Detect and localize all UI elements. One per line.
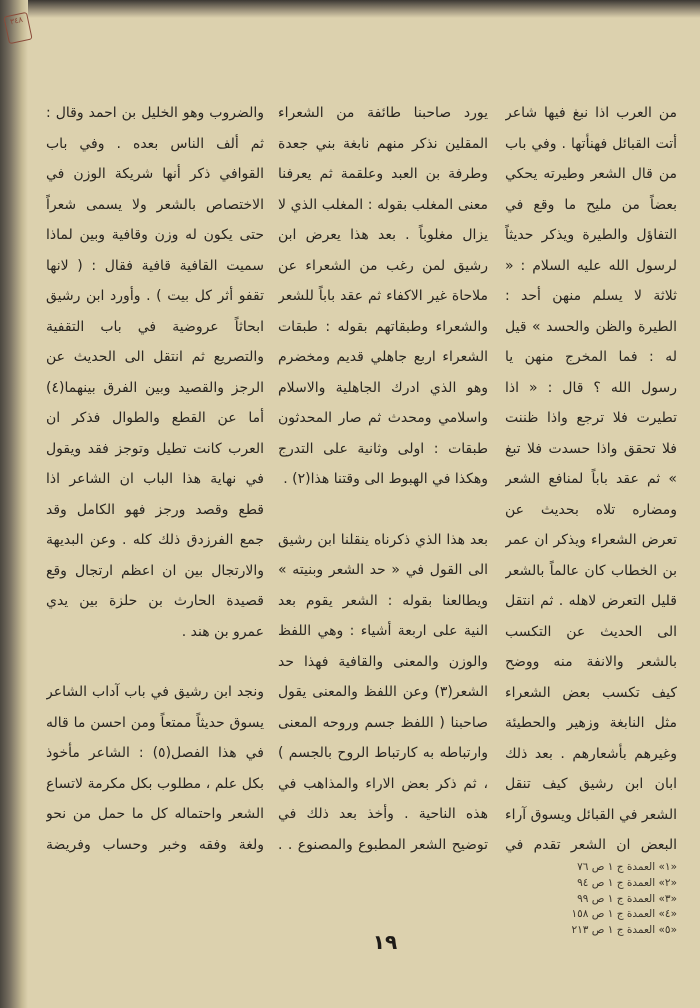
stamp-text: ٣٤٨	[9, 14, 24, 27]
footnote: «٣» العمدة ج ١ ص ٩٩	[577, 892, 677, 905]
footnote: «١» العمدة ج ١ ص ٧٦	[577, 861, 677, 873]
paragraph: بعد هذا الذي ذكرناه ينقلنا ابن رشيق الى القول في « حد الشعر وبنيته » ويطالعنا بقوله : الشعر يقوم بعد النية على اربعة أشياء : وهي اللفظ والوزن والمعنى والقافية فهذا حد الشعر(٣) وعن اللفظ والمعنى يقول صاحبنا ( اللفظ جسم وروحه المعنى وارتباطه به كارتباط الروح بالجسم ) ، ثم ذكر بعض الاراء والمذاهب في هذه الناحية . وأخذ بعد ذلك في توضيح الشعر المطبوع والمصنوع . .	[278, 531, 488, 853]
page-binding-edge	[0, 0, 28, 1008]
page-top-edge-shadow	[0, 0, 700, 18]
paragraph: يورد صاحبنا طائفة من الشعراء المقلين نذكر منهم نابغة بني جعدة وطرفة بن العبد وعلقمة ثم يعرفنا معنى المغلب بقوله : المغلب الذي لا يزال مغلوباً . بعد هذا يعرض ابن رشيق لمن رغب من الشعراء عن ملاحاة غير الاكفاء ثم عقد باباً للشعر والشعراء وطبقاتهم بقوله : طبقات الشعراء اربع جاهلي قديم ومخضرم وهو الذي ادرك الجاهلية والاسلام واسلامي ومحدث ثم صار المحدثون طبقات : اولى وثانية على التدرج وهكذا في الهبوط الى وقتنا هذا(٢) .	[278, 105, 488, 487]
paragraph: والضروب وهو الخليل بن احمد وقال : ثم ألف الناس بعده . وفي باب القوافي ذكر أنها شريكة الوزن في الاختصاص بالشعر ولا يسمى شعراً حتى يكون له وزن وقافية وبين لماذا سميت القافية قافية فقال : ( لانها تقفو أثر كل بيت ) . وأورد ابن رشيق ابحاثاً عروضية في باب التقفية والتصريع ثم انتقل الى الحديث عن الرجز والقصيد وبين الفرق بينهما(٤) أما عن القطع والطوال فذكر ان العرب كانت تطيل وتوجز فقد ويقول في نهاية هذا الباب ان الشاعر اذا قطع وقصد ورجز فهو الكامل وقد جمع الفرزدق ذلك كله . وعن البديهة والارتجال بين ان اعظم ارتجال وقع قصيدة الحارث بن حلزة بين يدي عمرو بن هند .	[46, 105, 264, 640]
text-column-middle	[278, 98, 488, 858]
paragraph: من العرب اذا نبغ فيها شاعر أتت القبائل فهنأتها . وفي باب من قال الشعر وطيرته يحكي بعضاً من مليح ما وقع في التفاؤل والطيرة ويذكر حديثاً لرسول الله عليه السلام : « ثلاثة لا يسلم منهن أحد : الطيرة والظن والحسد » قيل له : فما المخرج منهن يا رسول الله ؟ قال : « اذا تطيرت فلا ترجع واذا ظننت فلا تحقق واذا حسدت فلا تبغ » ثم عقد باباً لمنافع الشعر ومضاره تلاه بحديث عن تعرض الشعراء ويذكر ان عمر بن الخطاب كان عالماً بالشعر قليل التعرض لاهله . ثم انتقل الى الحديث عن التكسب بالشعر والانفة منه ووضح كيف تكسب بعض الشعراء مثل النابغة وزهير والحطيئة وغيرهم بأشعارهم . بعد ذلك ابان ابن رشيق كيف تنقل الشعر في القبائل ويسوق آراء البعض ان الشعر تقدم في	[505, 105, 677, 853]
paragraph: ونجد ابن رشيق في باب آداب الشاعر يسوق حديثاً ممتعاً ومن احسن ما قاله في هذا الفصل(٥) : الشاعر مأخوذ بكل علم ، مطلوب بكل مكرمة لاتساع الشعر واحتماله كل ما حمل من نحو ولغة وفقه وخبر وحساب وفريضة	[46, 684, 264, 853]
footnote: «٢» العمدة ج ١ ص ٩٤	[577, 876, 677, 889]
text-column-right	[505, 98, 677, 858]
page-number: ١٩	[372, 930, 398, 954]
footnotes	[505, 860, 677, 939]
footnote: «٤» العمدة ج ١ ص ١٥٨	[571, 908, 677, 921]
footnote: «٥» العمدة ج ١ ص ٢١٣	[571, 924, 677, 937]
text-column-left	[46, 98, 264, 858]
